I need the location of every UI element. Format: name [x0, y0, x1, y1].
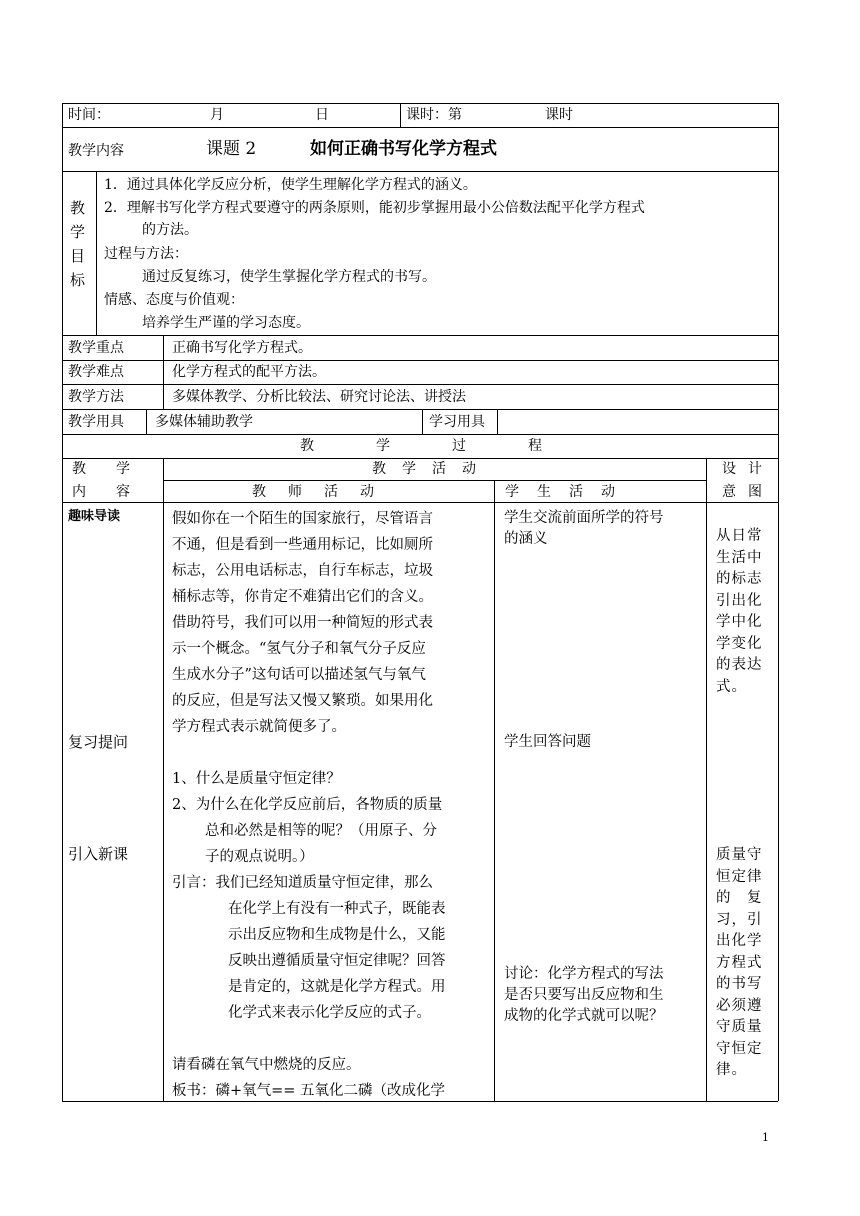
question-1: 1、什么是质量守恒定律？: [172, 771, 341, 787]
board-line: 板书：磷+氧气== 五氧化二磷（改成化学: [172, 1083, 446, 1099]
teacher-text-line: 的反应，但是写法又慢又繁琐。如果用化: [172, 693, 433, 709]
tools-value: 多媒体辅助教学: [155, 414, 253, 430]
key-point-value: 正确书写化学方程式。: [172, 340, 312, 356]
lesson-title: 如何正确书写化学方程式: [310, 139, 497, 159]
student-discussion-line: 是否只要写出反应物和生: [504, 987, 664, 1003]
intro-line: 在化学上有没有一种式子，既能表: [228, 901, 446, 917]
teacher-text-line: 学方程式表示就简便多了。: [172, 719, 346, 735]
objective-line: 过程与方法：: [104, 246, 188, 262]
teacher-text-line: 标志，公用电话标志，自行车标志，垃圾: [172, 563, 433, 579]
intro-line: 示出反应物和生成物是什么，又能: [228, 927, 446, 943]
intro-line: 反映出遵循质量守恒定律呢？回答: [228, 953, 446, 969]
method-value: 多媒体教学、分析比较法、研究讨论法、讲授法: [172, 389, 466, 405]
intro-line: 化学式来表示化学反应的式子。: [228, 1005, 431, 1021]
objective-line: 2．理解书写化学方程式要遵守的两条原则，能初步掌握用最小公倍数法配平化学方程式: [104, 200, 645, 216]
period-suffix: 课时: [545, 107, 573, 123]
difficulty-label: 教学难点: [68, 364, 124, 380]
intro-line: 引言：我们已经知道质量守恒定律，那么: [172, 875, 433, 891]
process-title: 教学过程: [300, 438, 604, 454]
page-number: 1: [762, 1131, 769, 1144]
section-new-lesson: 引入新课: [68, 845, 129, 863]
design-intent-1: 从日常 生活中 的标志 引出化 学中化 学变化 的表达 式。: [716, 528, 763, 695]
content-label: 教学内容: [68, 143, 124, 159]
period-label: 课时：第: [406, 107, 462, 123]
section-fun-intro: 趣味导读: [68, 509, 121, 524]
teacher-text-line: 不通，但是看到一些通用标记，比如厕所: [172, 537, 433, 553]
design-col-header-2: 意图: [722, 484, 774, 500]
question-2-line: 子的观点说明。）: [205, 849, 314, 865]
phosphorus-line: 请看磷在氧气中燃烧的反应。: [172, 1057, 361, 1073]
teacher-text-line: 示一个概念。“氢气分子和氧气分子反应: [172, 641, 426, 657]
teacher-col-header: 教师活动: [252, 484, 396, 500]
teacher-text-line: 借助符号，我们可以用一种简短的形式表: [172, 615, 433, 631]
objectives-label: 教 学 目 标: [70, 199, 86, 289]
tools-label: 教学用具: [68, 414, 124, 430]
student-col-header: 学生活动: [505, 484, 633, 500]
objective-line: 通过反复练习，使学生掌握化学方程式的书写。: [142, 269, 436, 285]
study-tools-label: 学习用具: [429, 414, 485, 430]
day-label: 日: [315, 107, 329, 123]
section-review: 复习提问: [68, 733, 129, 751]
teacher-text-line: 桶标志等，你肯定不难猜出它们的含义。: [172, 589, 433, 605]
question-2-line: 总和必然是相等的呢？（用原子、分: [205, 823, 437, 839]
design-col-header-1: 设计: [722, 461, 774, 477]
content-col-header-1: 教学: [72, 461, 160, 477]
student-discussion-line: 成物的化学式就可以呢？: [504, 1008, 664, 1024]
objective-line: 情感、态度与价值观：: [104, 292, 244, 308]
intro-line: 是肯定的，这就是化学方程式。用: [228, 979, 446, 995]
month-label: 月: [210, 107, 224, 123]
student-text-line: 的涵义: [504, 531, 548, 547]
content-col-header-2: 内容: [72, 484, 160, 500]
question-2-line: 2、为什么在化学反应前后，各物质的质量: [172, 797, 443, 813]
student-answer: 学生回答问题: [504, 734, 591, 750]
method-label: 教学方法: [68, 389, 124, 405]
time-label: 时间：: [68, 107, 110, 123]
student-text-line: 学生交流前面所学的符号: [504, 510, 664, 526]
lesson-number: 课题 2: [206, 139, 257, 159]
objective-line: 1．通过具体化学反应分析，使学生理解化学方程式的涵义。: [104, 177, 477, 193]
teacher-text-line: 假如你在一个陌生的国家旅行，尽管语言: [172, 511, 433, 527]
teacher-text-line: 生成水分子”这句话可以描述氢气与氧气: [172, 667, 426, 683]
objective-line: 的方法。: [142, 222, 198, 238]
activity-col-header: 教学活动: [372, 461, 492, 477]
key-point-label: 教学重点: [68, 340, 124, 356]
difficulty-value: 化学方程式的配平方法。: [172, 364, 326, 380]
student-discussion-line: 讨论：化学方程式的写法: [504, 966, 664, 982]
design-intent-2: 质量守 恒定律 的 复 习，引 出化学 方程式 的书写 必须遵 守质量 守恒定 律。: [716, 847, 763, 1078]
objective-line: 培养学生严谨的学习态度。: [142, 315, 310, 331]
